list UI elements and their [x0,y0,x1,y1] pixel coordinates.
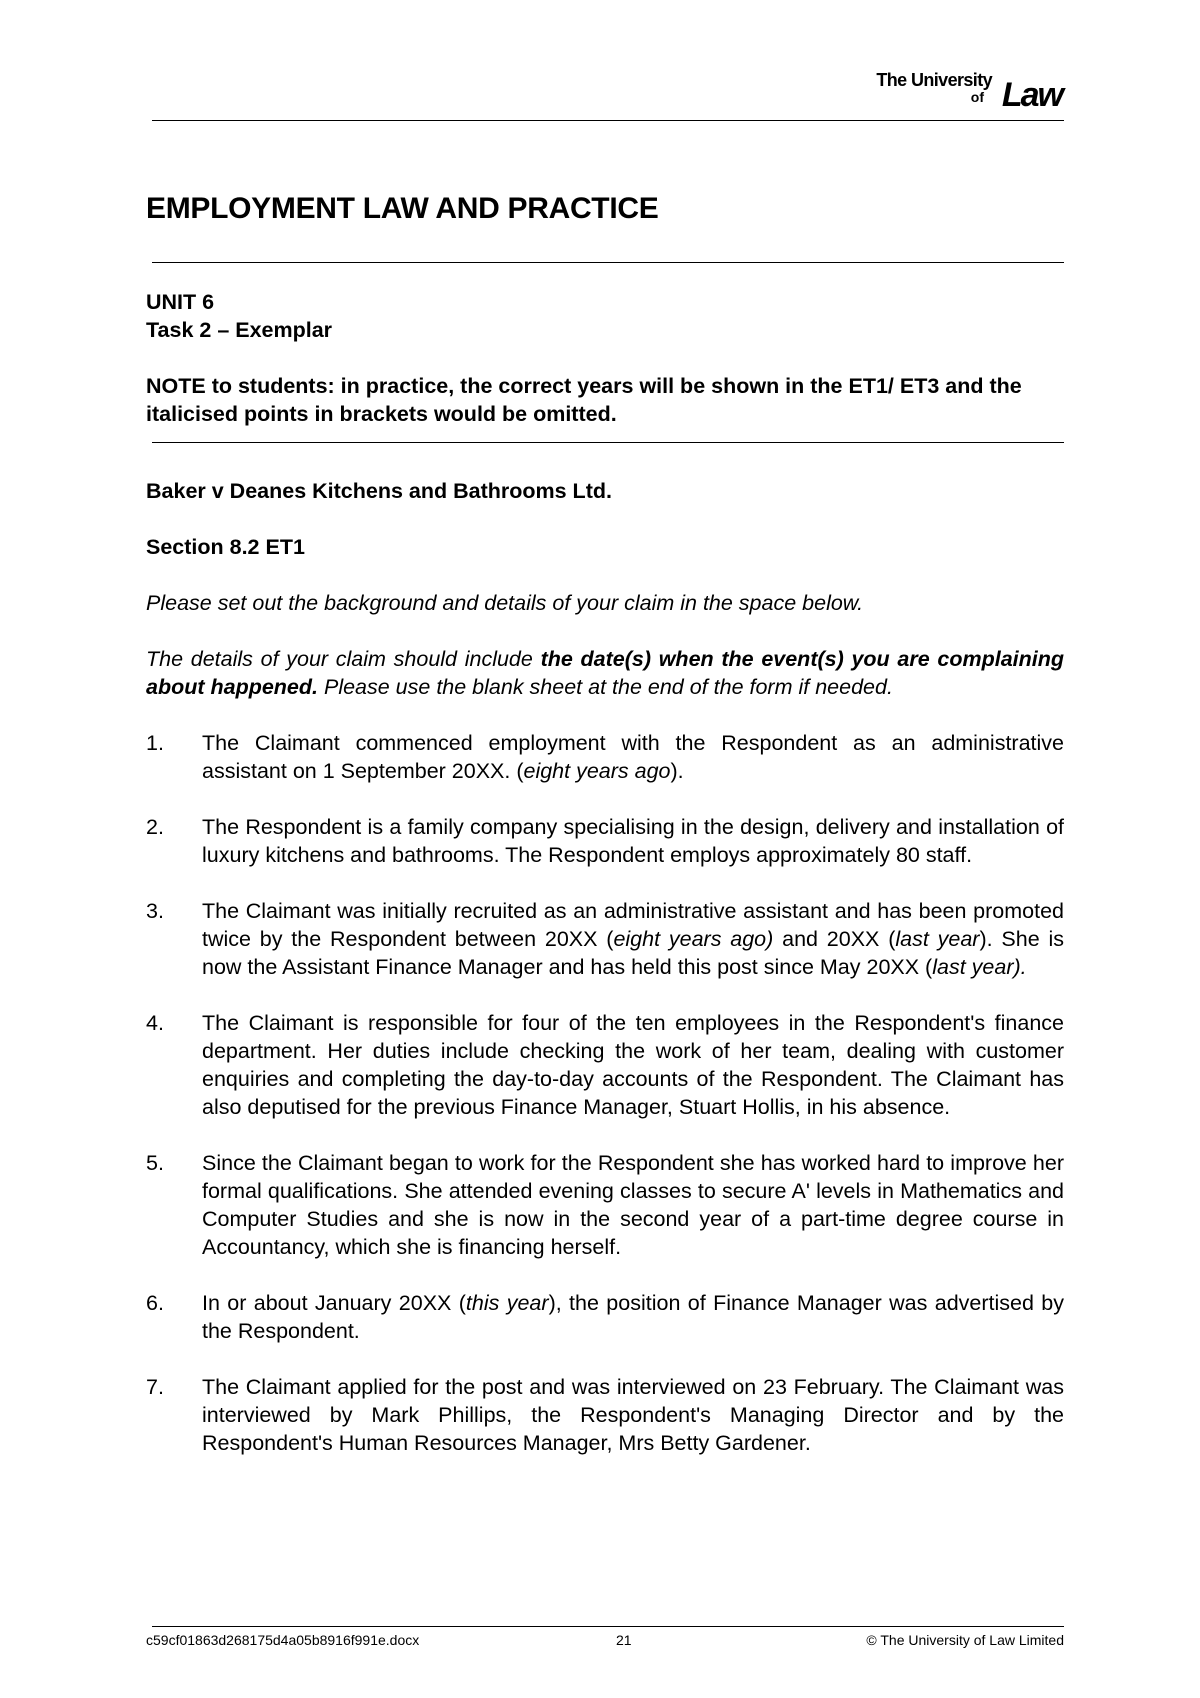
document-body [146,288,1064,1485]
case-name: Baker v Deanes Kitchens and Bathrooms Ltd. [146,479,612,503]
unit-heading: UNIT 6 [146,290,215,314]
list-item [146,1009,1064,1121]
university-logo [862,70,1062,112]
instruction-text-1: Please set out the background and details of your claim in the space below. [146,591,864,615]
item-text: The Claimant is responsible for four of the ten employees in the Respondent's finance department. Her duties include checking the work of her team, dealing with customer enquiries and completing the day-to-day accounts of the Respondent. The Claimant has also deputised for the previous Finance Manager, Stuart Hollis, in his absence. [202,1011,1064,1119]
item-text: The Claimant commenced employment with the Respondent as an administrative assistant on 1 September 20XX. (eight years ago). [202,731,1064,783]
list-item [146,813,1064,869]
note-rule [152,442,1064,443]
item-number: 1. [146,731,164,755]
item-number: 4. [146,1011,164,1035]
page-title: EMPLOYMENT LAW AND PRACTICE [146,192,659,225]
item-text: Since the Claimant began to work for the Respondent she has worked hard to improve her formal qualifications. She attended evening classes to secure A' levels in Mathematics and Computer Studies and she is now in the second year of a part-time degree course in Accountancy, which she is financing herself. [202,1151,1064,1259]
item-text: The Respondent is a family company specialising in the design, delivery and installation of luxury kitchens and bathrooms. The Respondent employs approximately 80 staff. [202,815,1064,867]
logo-text-line3: Law [1001,76,1062,114]
list-item [146,1149,1064,1261]
logo-text-line1: The University [876,70,992,90]
item-number: 3. [146,899,164,923]
item-text: The Claimant applied for the post and was interviewed on 23 February. The Claimant was interviewed by Mark Phillips, the Respondent's Managing Director and by the Respondent's Human Resources Manager, Mrs Betty Gardener. [202,1375,1064,1455]
list-item [146,1373,1064,1457]
list-item [146,897,1064,981]
footer-copyright: © The University of Law Limited [866,1632,1064,1648]
instruction-part2-bold: the date(s) when the event(s) you are complaining about happened. [146,647,1064,699]
item-number: 6. [146,1291,164,1315]
list-item [146,1289,1064,1345]
page-footer [146,1632,1064,1648]
list-item [146,729,1064,785]
instruction-part3: Please use the blank sheet at the end of the form if needed. [318,675,893,699]
claim-details-list [146,729,1064,1457]
footer-rule [152,1626,1064,1627]
item-text: In or about January 20XX (this year), the position of Finance Manager was advertised by the Respondent. [202,1291,1064,1343]
item-number: 5. [146,1151,164,1175]
task-heading: Task 2 – Exemplar [146,318,333,342]
title-rule [152,262,1064,263]
item-number: 7. [146,1375,164,1399]
instruction-text-2 [146,645,1064,701]
instruction-part1: The details of your claim should include [146,647,541,671]
footer-filename: c59cf01863d268175d4a05b8916f991e.docx [146,1632,420,1648]
logo-text-line2: of [970,89,984,105]
page-number: 21 [616,1632,632,1648]
item-number: 2. [146,815,164,839]
section-heading: Section 8.2 ET1 [146,535,305,559]
note-to-students: NOTE to students: in practice, the correct years will be shown in the ET1/ ET3 and the italicised points in brackets would be omitted. [146,374,1022,426]
item-text: The Claimant was initially recruited as an administrative assistant and has been promoted twice by the Respondent between 20XX (eight years ago) and 20XX (last year). She is now the Assistant Finance Manager and has held this post since May 20XX (last year). [202,899,1064,979]
header-rule [152,120,1064,121]
